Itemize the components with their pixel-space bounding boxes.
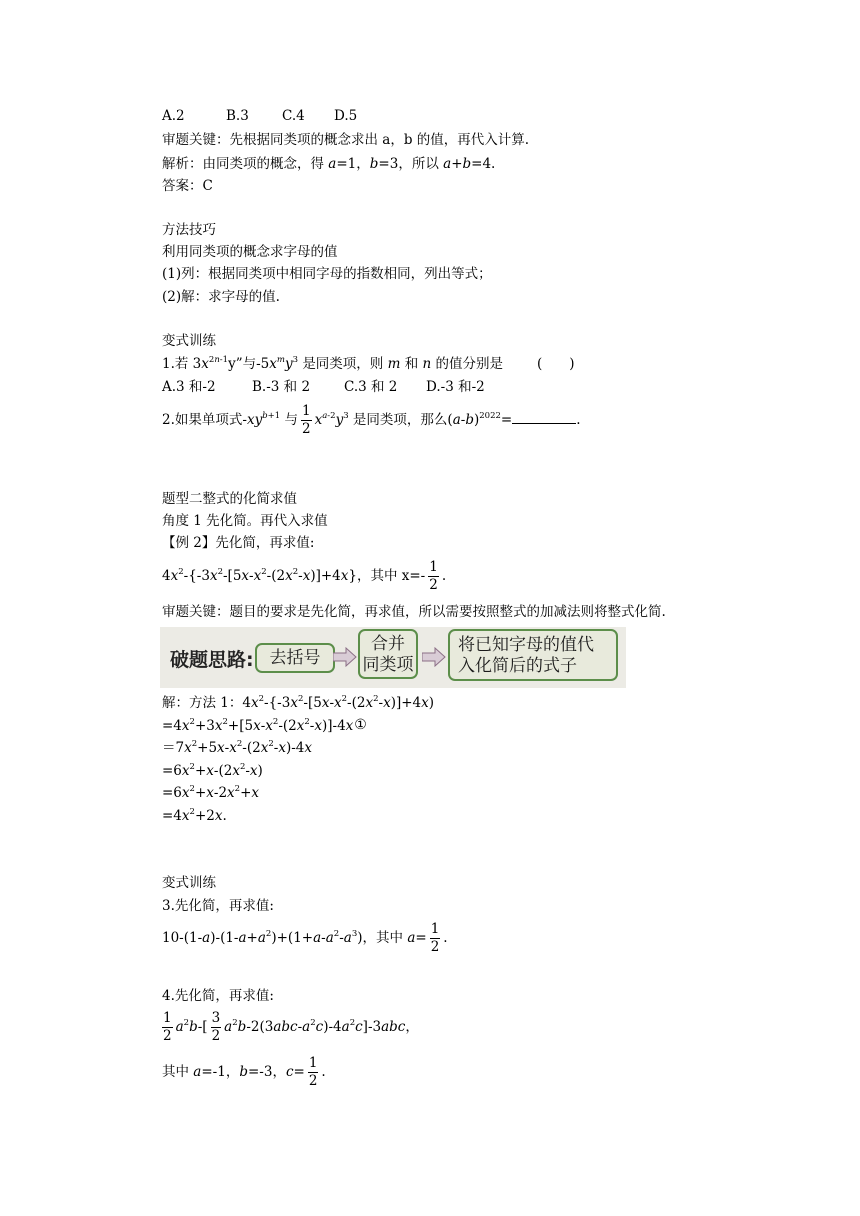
method-heading: 方法技巧 bbox=[162, 222, 216, 238]
arrow-icon bbox=[422, 647, 446, 667]
q1-option-d: D.-3 和-2 bbox=[426, 379, 485, 395]
angle-1-heading: 角度 1 先化简。再代入求值 bbox=[162, 513, 328, 529]
option-a: A.2 bbox=[162, 108, 185, 124]
diagram-step-substitute-values: 将已知字母的值代 入化简后的式子 bbox=[448, 629, 618, 681]
solution-line-5: $=6x^2+x-2x^2+x$ bbox=[162, 784, 260, 801]
question-4-expression: $\frac{1}{2}$ $a^2b-$[ $\frac{3}{2}$ $a^2b-2(3abc-a^2c)-4a^2c]-3abc$， bbox=[163, 1010, 419, 1044]
solution-line-4: $=6x^2+x-(2x^2-x)$ bbox=[162, 762, 263, 779]
question-3-expression: $10-(1-a)-(1-a+a^2)+(1+a-a^2-a^3)$，其中 a= $\frac{1}{2}$ . bbox=[162, 921, 448, 955]
solution-line-3: $=7x^2+5x-x^2-(2x^2-x)-4x$ bbox=[162, 739, 312, 756]
practice-heading-2: 变式训练 bbox=[162, 875, 216, 891]
question-4-title: 4.先化简，再求值: bbox=[162, 988, 274, 1004]
practice-heading-1: 变式训练 bbox=[162, 333, 216, 349]
solution-line-6: $=4x^2+2x$. bbox=[162, 807, 227, 824]
review-key-line: 审题关键：先根据同类项的概念求出 a，b 的值，再代入计算. bbox=[162, 132, 530, 148]
answer-blank[interactable] bbox=[512, 409, 576, 424]
solution-line-1: 解：方法 1：$4x^2-\{-3x^2-[5x-x^2-(2x^2-x)]+4x)$ bbox=[162, 694, 435, 711]
q1-option-a: A.3 和-2 bbox=[162, 379, 216, 395]
question-4-values: 其中 a=-1，b=-3，c= $\frac{1}{2}$ . bbox=[162, 1055, 326, 1089]
type2-heading: 题型二整式的化简求值 bbox=[162, 491, 297, 507]
q1-option-c: C.3 和 2 bbox=[344, 379, 398, 395]
option-b: B.3 bbox=[226, 108, 249, 124]
question-3-title: 3.先化简，再求值: bbox=[162, 898, 274, 914]
review-key-2: 审题关键：题目的要求是先化简，再求值，所以需要按照整式的加减法则将整式化简. bbox=[162, 604, 666, 620]
solution-line-2: $=4x^2+3x^2+[5x-x^2-(2x^2-x)]-4x①$ bbox=[162, 717, 367, 734]
question-2: 2.如果单项式$-xy^{b+1}$ 与 $\frac{1}{2}$ $x^{a-2}y^3$ 是同类项，那么$(a-b)^{2022}=$ . bbox=[162, 403, 581, 437]
question-1-options bbox=[162, 377, 485, 397]
example-2-expression: $4x^2-\{-3x^2-[5x-x^2-(2x^2-x)]+4x\}$，其中 x=- $\frac{1}{2}$ . bbox=[162, 559, 447, 593]
method-subheading: 利用同类项的概念求字母的值 bbox=[162, 244, 338, 260]
arrow-icon bbox=[333, 647, 357, 667]
option-d: D.5 bbox=[334, 108, 358, 124]
option-c: C.4 bbox=[282, 108, 305, 124]
method-step-2: (2)解：求字母的值. bbox=[162, 289, 280, 305]
step-marker: ① bbox=[354, 717, 367, 733]
q1-option-b: B.-3 和 2 bbox=[252, 379, 311, 395]
choice-options bbox=[162, 106, 357, 126]
diagram-step-remove-brackets: 去括号 bbox=[255, 643, 335, 673]
diagram-title: 破题思路: bbox=[170, 649, 254, 671]
solution-thinking-diagram bbox=[160, 627, 626, 688]
answer-paren: ( ) bbox=[537, 356, 575, 372]
question-1: 1.若 $3x^{2n-1}y$”与$-5x^my^3$ 是同类项，则 m 和 n 的值分别是 ( ) bbox=[162, 355, 575, 372]
answer-line: 答案：C bbox=[162, 178, 213, 194]
diagram-step-combine-like-terms: 合并 同类项 bbox=[358, 629, 418, 679]
method-step-1: (1)列：根据同类项中相同字母的指数相同，列出等式； bbox=[162, 266, 492, 282]
example-2-heading: 【例 2】先化简，再求值: bbox=[162, 535, 315, 551]
analysis-line: 解析：由同类项的概念，得 a=1，b=3，所以 a+b=4. bbox=[162, 156, 496, 172]
